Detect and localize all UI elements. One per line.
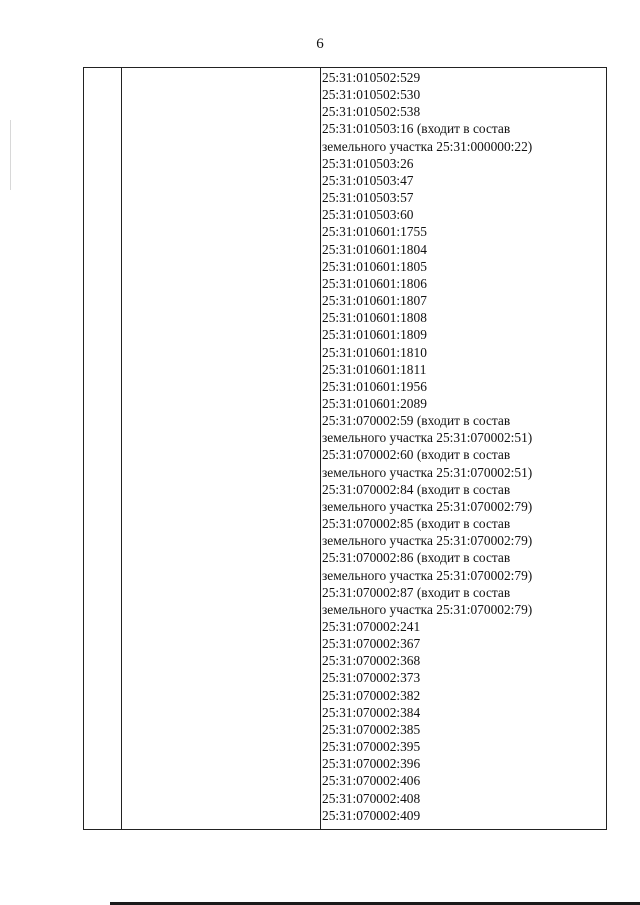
cadastral-number-line: 25:31:010601:1805	[322, 258, 427, 274]
cadastral-number-line: 25:31:070002:373	[322, 670, 421, 686]
scan-artifact-edge	[10, 120, 11, 190]
cadastral-number-line: земельного участка 25:31:070002:51)	[322, 464, 533, 480]
cadastral-number-line: 25:31:010503:16 (входит в состав	[322, 121, 511, 137]
table-column-divider	[121, 68, 122, 829]
cadastral-number-line: 25:31:010601:1956	[322, 378, 427, 394]
cadastral-number-line: 25:31:010502:530	[322, 87, 421, 103]
cadastral-number-line: 25:31:010503:60	[322, 207, 414, 223]
cadastral-number-line: 25:31:010601:1755	[322, 224, 427, 240]
cadastral-number-line: 25:31:010503:47	[322, 172, 414, 188]
cadastral-number-line: 25:31:070002:396	[322, 756, 421, 772]
cadastral-number-line: земельного участка 25:31:070002:79)	[322, 601, 533, 617]
cadastral-number-line: 25:31:070002:84 (входит в состав	[322, 481, 511, 497]
cadastral-number-line: 25:31:070002:368	[322, 653, 421, 669]
cadastral-number-line: 25:31:010503:57	[322, 190, 414, 206]
cadastral-number-line: 25:31:070002:87 (входит в состав	[322, 584, 511, 600]
cadastral-number-line: 25:31:010601:1804	[322, 241, 427, 257]
cadastral-number-line: 25:31:010601:1811	[322, 361, 427, 377]
cadastral-number-line: 25:31:010601:1810	[322, 344, 427, 360]
cadastral-number-line: 25:31:010601:1806	[322, 275, 427, 291]
table-column-divider	[320, 68, 321, 829]
cadastral-number-line: земельного участка 25:31:070002:51)	[322, 430, 533, 446]
cadastral-number-line: земельного участка 25:31:070002:79)	[322, 533, 533, 549]
cadastral-number-line: земельного участка 25:31:000000:22)	[322, 138, 533, 154]
cadastral-number-line: 25:31:070002:409	[322, 807, 421, 823]
cadastral-number-line: 25:31:070002:408	[322, 790, 421, 806]
cadastral-number-line: 25:31:070002:60 (входит в состав	[322, 447, 511, 463]
cadastral-number-line: 25:31:070002:384	[322, 704, 421, 720]
cadastral-number-line: 25:31:070002:395	[322, 739, 421, 755]
cadastral-number-list	[322, 69, 604, 824]
cadastral-number-line: 25:31:070002:382	[322, 687, 421, 703]
cadastral-number-line: земельного участка 25:31:070002:79)	[322, 498, 533, 514]
cadastral-number-line: 25:31:010502:538	[322, 104, 421, 120]
cadastral-number-line: 25:31:010601:1809	[322, 327, 427, 343]
cadastral-number-line: 25:31:010601:1807	[322, 293, 427, 309]
cadastral-number-line: 25:31:010503:26	[322, 155, 414, 171]
page-number: 6	[316, 36, 324, 52]
cadastral-number-line: земельного участка 25:31:070002:79)	[322, 567, 533, 583]
cadastral-number-line: 25:31:010502:529	[322, 70, 421, 85]
cadastral-number-line: 25:31:070002:406	[322, 773, 421, 789]
cadastral-number-line: 25:31:070002:86 (входит в состав	[322, 550, 511, 566]
cadastral-number-line: 25:31:010601:2089	[322, 395, 427, 411]
cadastral-number-line: 25:31:070002:241	[322, 619, 421, 634]
cadastral-number-line: 25:31:070002:367	[322, 636, 421, 652]
cadastral-table	[83, 67, 607, 830]
cadastral-number-line: 25:31:070002:59 (входит в состав	[322, 413, 511, 429]
cadastral-number-line: 25:31:070002:385	[322, 721, 421, 737]
cadastral-number-line: 25:31:070002:85 (входит в состав	[322, 516, 511, 532]
cadastral-number-line: 25:31:010601:1808	[322, 310, 427, 326]
